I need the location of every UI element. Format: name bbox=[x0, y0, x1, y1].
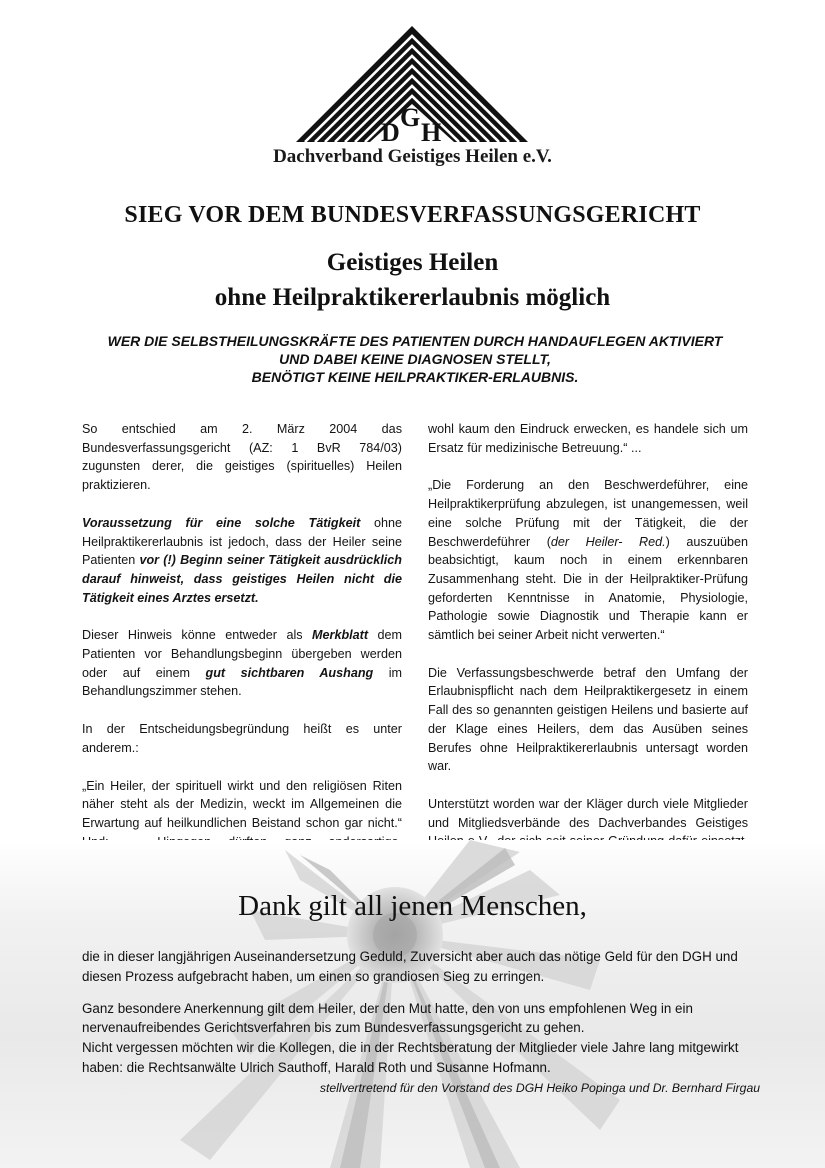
right-column bbox=[428, 420, 748, 888]
paragraph-demand: „Die Forderung an den Beschwerdeführer, eine Heilpraktikerprüfung abzulegen, ist unangemessen, weil eine solche Prüfung mit der Tätigkeit, die der Beschwerdeführer (der Heiler- Red.) auszuüben beabsichtigt, kaum noch in einem erkennbaren Zusammenhang steht. Die in der Heilpraktiker-Prüfung geforderten Kenntnisse in Anatomie, Physiologie, Pathologie sowie Diagnostik und Therapie kann er sämtlich bei seiner Arbeit nicht verwerten.“ bbox=[428, 478, 748, 643]
tagline bbox=[70, 332, 760, 386]
logo-letter-g: G bbox=[400, 103, 421, 132]
paragraph-reasoning-intro: In der Entscheidungsbegründung heißt es unter anderem.: bbox=[82, 722, 402, 755]
thanks-paragraph-2: Ganz besondere Anerkennung gilt dem Heiler, der den Mut hatte, den von uns empfohlenen Weg in ein nervenaufreibendes Gerichtsverfahren bis zum Bundesverfassungsgericht zu gehen. bbox=[82, 1000, 693, 1036]
paragraph-notice: Dieser Hinweis könne entweder als Merkblatt dem Patienten vor Behandlungsbeginn übergeben werden oder auf einem gut sichtbaren Aushang im Behandlungszimmer stehen. bbox=[82, 628, 403, 699]
signature-line: stellvertretend für den Vorstand des DGH Heiko Popinga und Dr. Bernhard Firgau bbox=[319, 1081, 760, 1095]
tagline-line-3: BENÖTIGT KEINE HEILPRAKTIKER-ERLAUBNIS. bbox=[251, 369, 579, 385]
thanks-title: Dank gilt all jenen Menschen, bbox=[238, 890, 587, 922]
thanks-paragraph-1: die in dieser langjährigen Auseinandersetzung Geduld, Zuversicht aber auch das nötige Geld für den DGH und diesen Prozess aufgebracht haben, um einen so grandiosen Sieg zu erringen. bbox=[82, 949, 738, 984]
organization-name: Dachverband Geistiges Heilen e.V. bbox=[273, 146, 552, 167]
left-column bbox=[82, 420, 402, 907]
paragraph-quote-continued: wohl kaum den Eindruck erwecken, es handele sich um Ersatz für medizinische Betreuung.“ ... bbox=[428, 422, 748, 455]
paragraph-ruling: So entschied am 2. März 2004 das Bundesverfassungsgericht (AZ: 1 BvR 784/03) zugunsten derer, die geistiges (spirituelles) Heilen praktizieren. bbox=[82, 422, 402, 493]
paragraph-requirement: Voraussetzung für eine solche Tätigkeit ohne Heilpraktikererlaubnis ist jedoch, dass der Heiler seine Patienten vor (!) Beginn seiner Tätigkeit ausdrücklich darauf hinweist, dass geistiges Heilen nicht die Tätigkeit eines Arztes ersetzt. bbox=[82, 515, 403, 605]
subtitle-line-2: ohne Heilpraktikererlaubnis möglich bbox=[214, 284, 611, 311]
subtitle-line-1: Geistiges Heilen bbox=[326, 249, 499, 276]
thanks-body bbox=[82, 947, 762, 1078]
thanks-paragraph-3: Nicht vergessen möchten wir die Kollegen, die in der Rechtsberatung der Mitglieder viele Jahre lang mitgewirkt haben: die Rechtsanwälte Ulrich Sauthoff, Harald Roth und Susanne Hofmann. bbox=[82, 1040, 739, 1075]
dgh-logo bbox=[0, 0, 825, 200]
paragraph-support: Unterstützt worden war der Kläger durch viele Mitglieder und Mitgliedsverbände des Dachverbandes Geistiges bbox=[428, 796, 748, 830]
paragraph-quote: „Ein Heiler, der spirituell wirkt und den religiösen Riten näher steht als der Medizin, weckt im Allgemeinen die Erwartung auf heilkundlichen Beistand schon gar nicht.“ bbox=[82, 778, 402, 830]
tagline-line-1: WER DIE SELBSTHEILUNGSKRÄFTE DES PATIENTEN DURCH HANDAUFLEGEN AKTIVIERT bbox=[107, 333, 723, 349]
logo-letter-d: D bbox=[381, 118, 400, 147]
paragraph-complaint: Die Verfassungsbeschwerde betraf den Umfang der Erlaubnispflicht nach dem Heilpraktikergesetz in einem Fall des so genannten geistigen Heilens und basierte auf der Klage eines Heilers, dem das Ausüben seines Berufes ohne Heilpraktikererlaubnis untersagt worden war. bbox=[428, 665, 748, 774]
page-headline: SIEG VOR DEM BUNDESVERFASSUNGSGERICHT bbox=[124, 202, 701, 228]
tagline-line-2: UND DABEI KEINE DIAGNOSEN STELLT, bbox=[279, 351, 551, 367]
logo-letter-h: H bbox=[421, 118, 442, 147]
